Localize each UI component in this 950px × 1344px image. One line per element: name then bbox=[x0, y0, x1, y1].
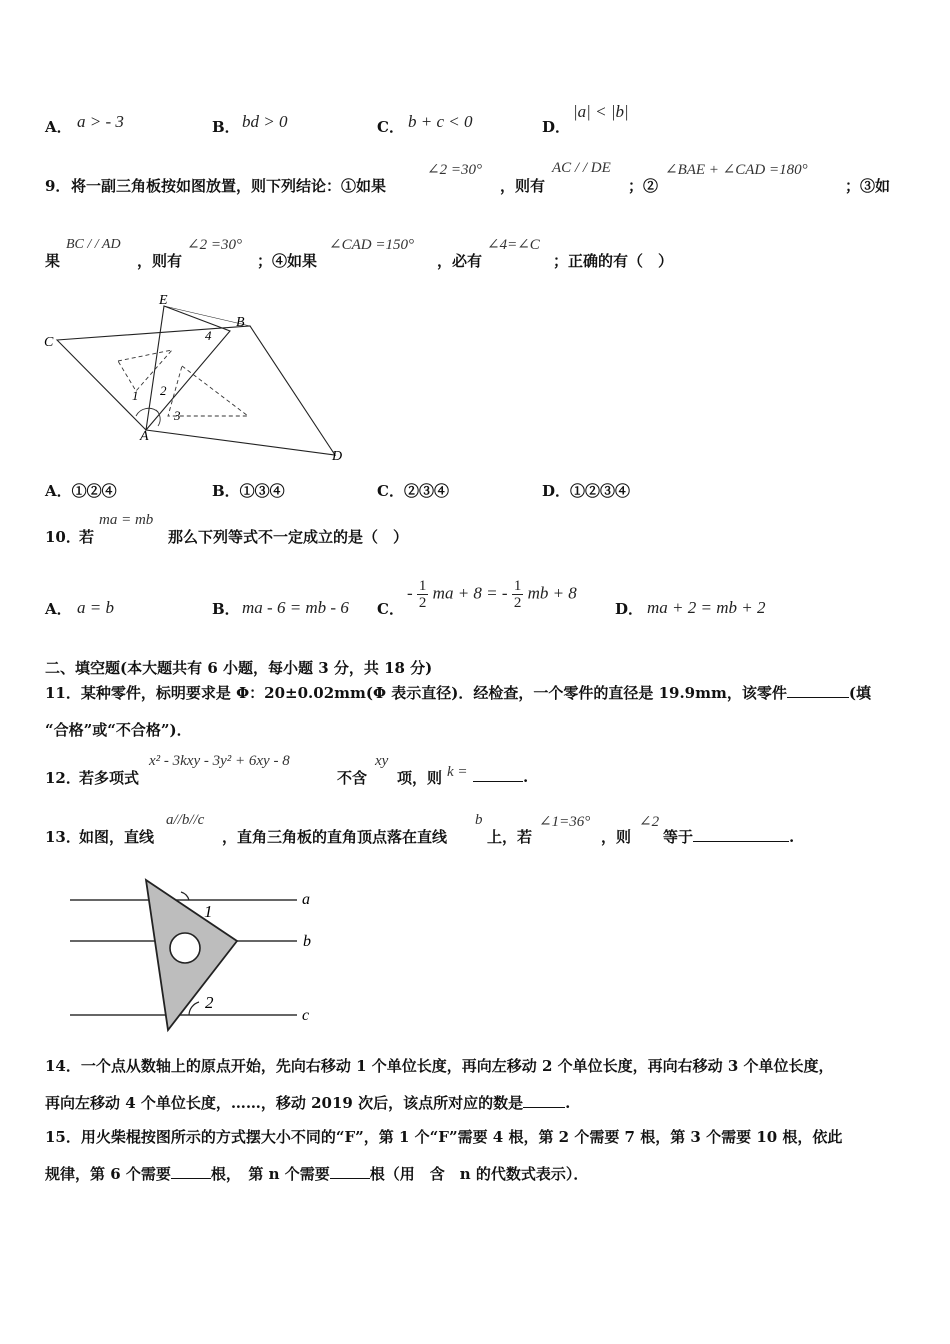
q11-line1 bbox=[45, 682, 905, 704]
q10-text-1: 若 bbox=[79, 528, 95, 546]
q15-line2 bbox=[45, 1163, 588, 1184]
q10-option-c-mid: ma + 8 = - bbox=[432, 583, 508, 603]
q9-triangle-abe bbox=[146, 306, 230, 430]
q10-option-c-minus: - bbox=[407, 583, 413, 603]
q9-figure bbox=[40, 288, 360, 468]
q13-angle-1-arc bbox=[181, 892, 189, 900]
q10-option-c-den-1: 2 bbox=[418, 595, 427, 611]
q9-label-2: 2 bbox=[160, 383, 167, 398]
q13-ruler-hole bbox=[170, 933, 200, 963]
q8-option-b-expr: bd > 0 bbox=[242, 112, 288, 131]
q9-label-c: C bbox=[44, 335, 54, 350]
q15-text-b: 根， 第 n 个需要 bbox=[210, 1165, 330, 1183]
q8-option-d-label: D． bbox=[542, 118, 571, 136]
q13-label-2: 2 bbox=[205, 993, 214, 1012]
q8-option-c-expr: b + c < 0 bbox=[408, 112, 473, 131]
q14-answer-blank[interactable] bbox=[523, 1093, 565, 1108]
q9-label-e: E bbox=[159, 293, 168, 308]
q10-option-d-label: D． bbox=[615, 600, 644, 618]
q13-label-b: b bbox=[303, 933, 311, 950]
q13-figure bbox=[65, 872, 325, 1037]
q10-option-c-fraction-2 bbox=[512, 578, 524, 611]
q9-label-b: B bbox=[236, 315, 245, 330]
q15-text-c: 根（用 含 n 的代数式表示）． bbox=[369, 1165, 589, 1183]
q9-option-b: B．①③④ bbox=[212, 482, 285, 500]
q9-option-a: A．①②④ bbox=[45, 482, 117, 500]
q13-text-5: 等于 bbox=[663, 828, 694, 846]
q14-line1: 14．一个点从数轴上的原点开始，先向右移动 1 个单位长度，再向左移动 2 个单位长度，再向右移动 3 个单位长度， bbox=[45, 1057, 834, 1075]
q8-option-b-label: B． bbox=[212, 118, 240, 136]
q12-text-3: 项，则 bbox=[397, 769, 443, 787]
q10-stem bbox=[45, 510, 545, 550]
q9-label-3: 3 bbox=[174, 408, 181, 423]
q8-option-d-expr: |a| < |b| bbox=[573, 102, 629, 121]
q10-option-c-fraction-1 bbox=[417, 578, 429, 611]
q14-line2 bbox=[45, 1092, 570, 1113]
q12-math-1: x² - 3kxy - 3y² + 6xy - 8 bbox=[149, 753, 290, 769]
q10-options bbox=[45, 572, 805, 622]
q13-math-4: ∠2 bbox=[639, 814, 660, 830]
q10-option-b-expr: ma - 6 = mb - 6 bbox=[242, 598, 349, 617]
q13-text-3: 上，若 bbox=[487, 828, 533, 846]
q10-option-c-label: C． bbox=[377, 600, 404, 618]
q9-text-4: ；③如 bbox=[845, 177, 891, 195]
q9-math-5: ∠2 =30° bbox=[187, 237, 242, 253]
q13-label-c: c bbox=[302, 1007, 310, 1024]
q12-text-2: 不含 bbox=[337, 769, 368, 787]
q10-option-a-label: A． bbox=[45, 600, 72, 618]
q13-angle-2-arc bbox=[189, 1002, 199, 1015]
q12-answer-blank[interactable] bbox=[473, 767, 523, 782]
q9-text-3: ；② bbox=[628, 177, 659, 195]
q14-text: 再向左移动 4 个单位长度，……，移动 2019 次后，该点所对应的数是 bbox=[45, 1094, 524, 1112]
q9-line2 bbox=[45, 233, 905, 273]
q12-text-1: 若多项式 bbox=[79, 769, 140, 787]
q9-number: 9． bbox=[45, 177, 71, 195]
q9-label-1: 1 bbox=[132, 388, 139, 403]
q13-line bbox=[45, 810, 805, 850]
q13-math-1: a//b//c bbox=[166, 812, 205, 828]
q12-math-2: xy bbox=[375, 753, 389, 769]
q12-line bbox=[45, 750, 605, 790]
q12-text-4: . bbox=[523, 768, 529, 786]
q15-answer-blank-2[interactable] bbox=[330, 1164, 370, 1179]
q13-text-6: . bbox=[789, 828, 795, 846]
q9-text-5: 果 bbox=[45, 252, 61, 270]
q11-text-1-end: (填 bbox=[848, 684, 871, 702]
q8-option-c-label: C． bbox=[377, 118, 404, 136]
q13-answer-blank[interactable] bbox=[693, 827, 789, 842]
q10-option-c-post: mb + 8 bbox=[527, 583, 577, 603]
q15-line1: 15．用火柴棍按图所示的方式摆大小不同的“F”，第 1 个“F”需要 4 根，第 2 个需要 7 根，第 3 个需要 10 根，依此 bbox=[45, 1128, 843, 1146]
q9-quadrilateral bbox=[57, 326, 335, 455]
q13-label-1: 1 bbox=[204, 902, 213, 921]
q13-text-2: ，直角三角板的直角顶点落在直线 bbox=[222, 828, 448, 846]
q11-text-1: 11．某种零件，标明要求是 Φ：20±0.02mm(Φ 表示直径)．经检查，一个零件的直径是 19.9mm，该零件 bbox=[45, 684, 787, 702]
q9-math-3: ∠BAE + ∠CAD =180° bbox=[665, 162, 808, 178]
q13-number: 13． bbox=[45, 828, 81, 846]
q13-text-1: 如图，直线 bbox=[79, 828, 155, 846]
q9-option-d: D．①②③④ bbox=[542, 482, 631, 500]
q11-line2: “合格”或“不合格”)． bbox=[45, 721, 192, 739]
q10-option-c-den-2: 2 bbox=[513, 595, 522, 611]
q9-math-6: ∠CAD =150° bbox=[329, 237, 414, 253]
q12-math-3: k = bbox=[447, 764, 468, 780]
q14-text-end: . bbox=[565, 1094, 571, 1112]
q9-text-2: ，则有 bbox=[500, 177, 546, 195]
q9-option-c: C．②③④ bbox=[377, 482, 449, 500]
q9-label-4: 4 bbox=[205, 328, 212, 343]
q8-option-a-label: A． bbox=[45, 118, 72, 136]
q9-label-a: A bbox=[140, 429, 149, 444]
q10-text-2: 那么下列等式不一定成立的是（ ） bbox=[168, 528, 409, 546]
q9-text-8: ，必有 bbox=[437, 252, 483, 270]
q13-label-a: a bbox=[302, 891, 310, 908]
q10-option-b-label: B． bbox=[212, 600, 240, 618]
q9-text-1: 将一副三角板按如图放置，则下列结论：①如果 bbox=[71, 177, 387, 195]
q10-option-c-num-2: 1 bbox=[513, 578, 522, 594]
q8-options bbox=[45, 102, 645, 138]
q9-label-d: D bbox=[332, 449, 343, 464]
q9-text-6: ，则有 bbox=[137, 252, 183, 270]
q12-number: 12． bbox=[45, 769, 81, 787]
q9-math-7: ∠4=∠C bbox=[487, 237, 540, 253]
q10-option-a-expr: a = b bbox=[77, 598, 114, 617]
q9-text-7: ；④如果 bbox=[257, 252, 318, 270]
q9-line1 bbox=[45, 158, 905, 198]
q8-option-a-expr: a > - 3 bbox=[77, 112, 124, 131]
section-2-title: 二、填空题(本大题共有 6 小题，每小题 3 分，共 18 分) bbox=[45, 659, 433, 677]
q11-answer-blank[interactable] bbox=[787, 683, 849, 698]
q9-math-4: BC / / AD bbox=[66, 237, 121, 252]
q12-answer-wrap bbox=[473, 767, 528, 786]
q9-text-9: ；正确的有（ ） bbox=[553, 252, 674, 270]
q13-text-4: ，则 bbox=[601, 828, 632, 846]
q13-math-3: ∠1=36° bbox=[539, 814, 591, 830]
q9-math-1: ∠2 =30° bbox=[427, 162, 482, 178]
q15-answer-blank-1[interactable] bbox=[171, 1164, 211, 1179]
q10-option-d-expr: ma + 2 = mb + 2 bbox=[647, 598, 766, 617]
q10-math-1: ma = mb bbox=[99, 512, 154, 528]
q13-answer-wrap bbox=[663, 826, 794, 847]
q13-math-2: b bbox=[475, 812, 483, 828]
q10-number: 10． bbox=[45, 528, 81, 546]
q9-angle-arc bbox=[136, 408, 158, 416]
q9-math-2: AC / / DE bbox=[552, 160, 611, 176]
q10-option-c-expr bbox=[407, 578, 577, 611]
q15-text-a: 规律，第 6 个需要 bbox=[45, 1165, 171, 1183]
q10-option-c-num-1: 1 bbox=[418, 578, 427, 594]
